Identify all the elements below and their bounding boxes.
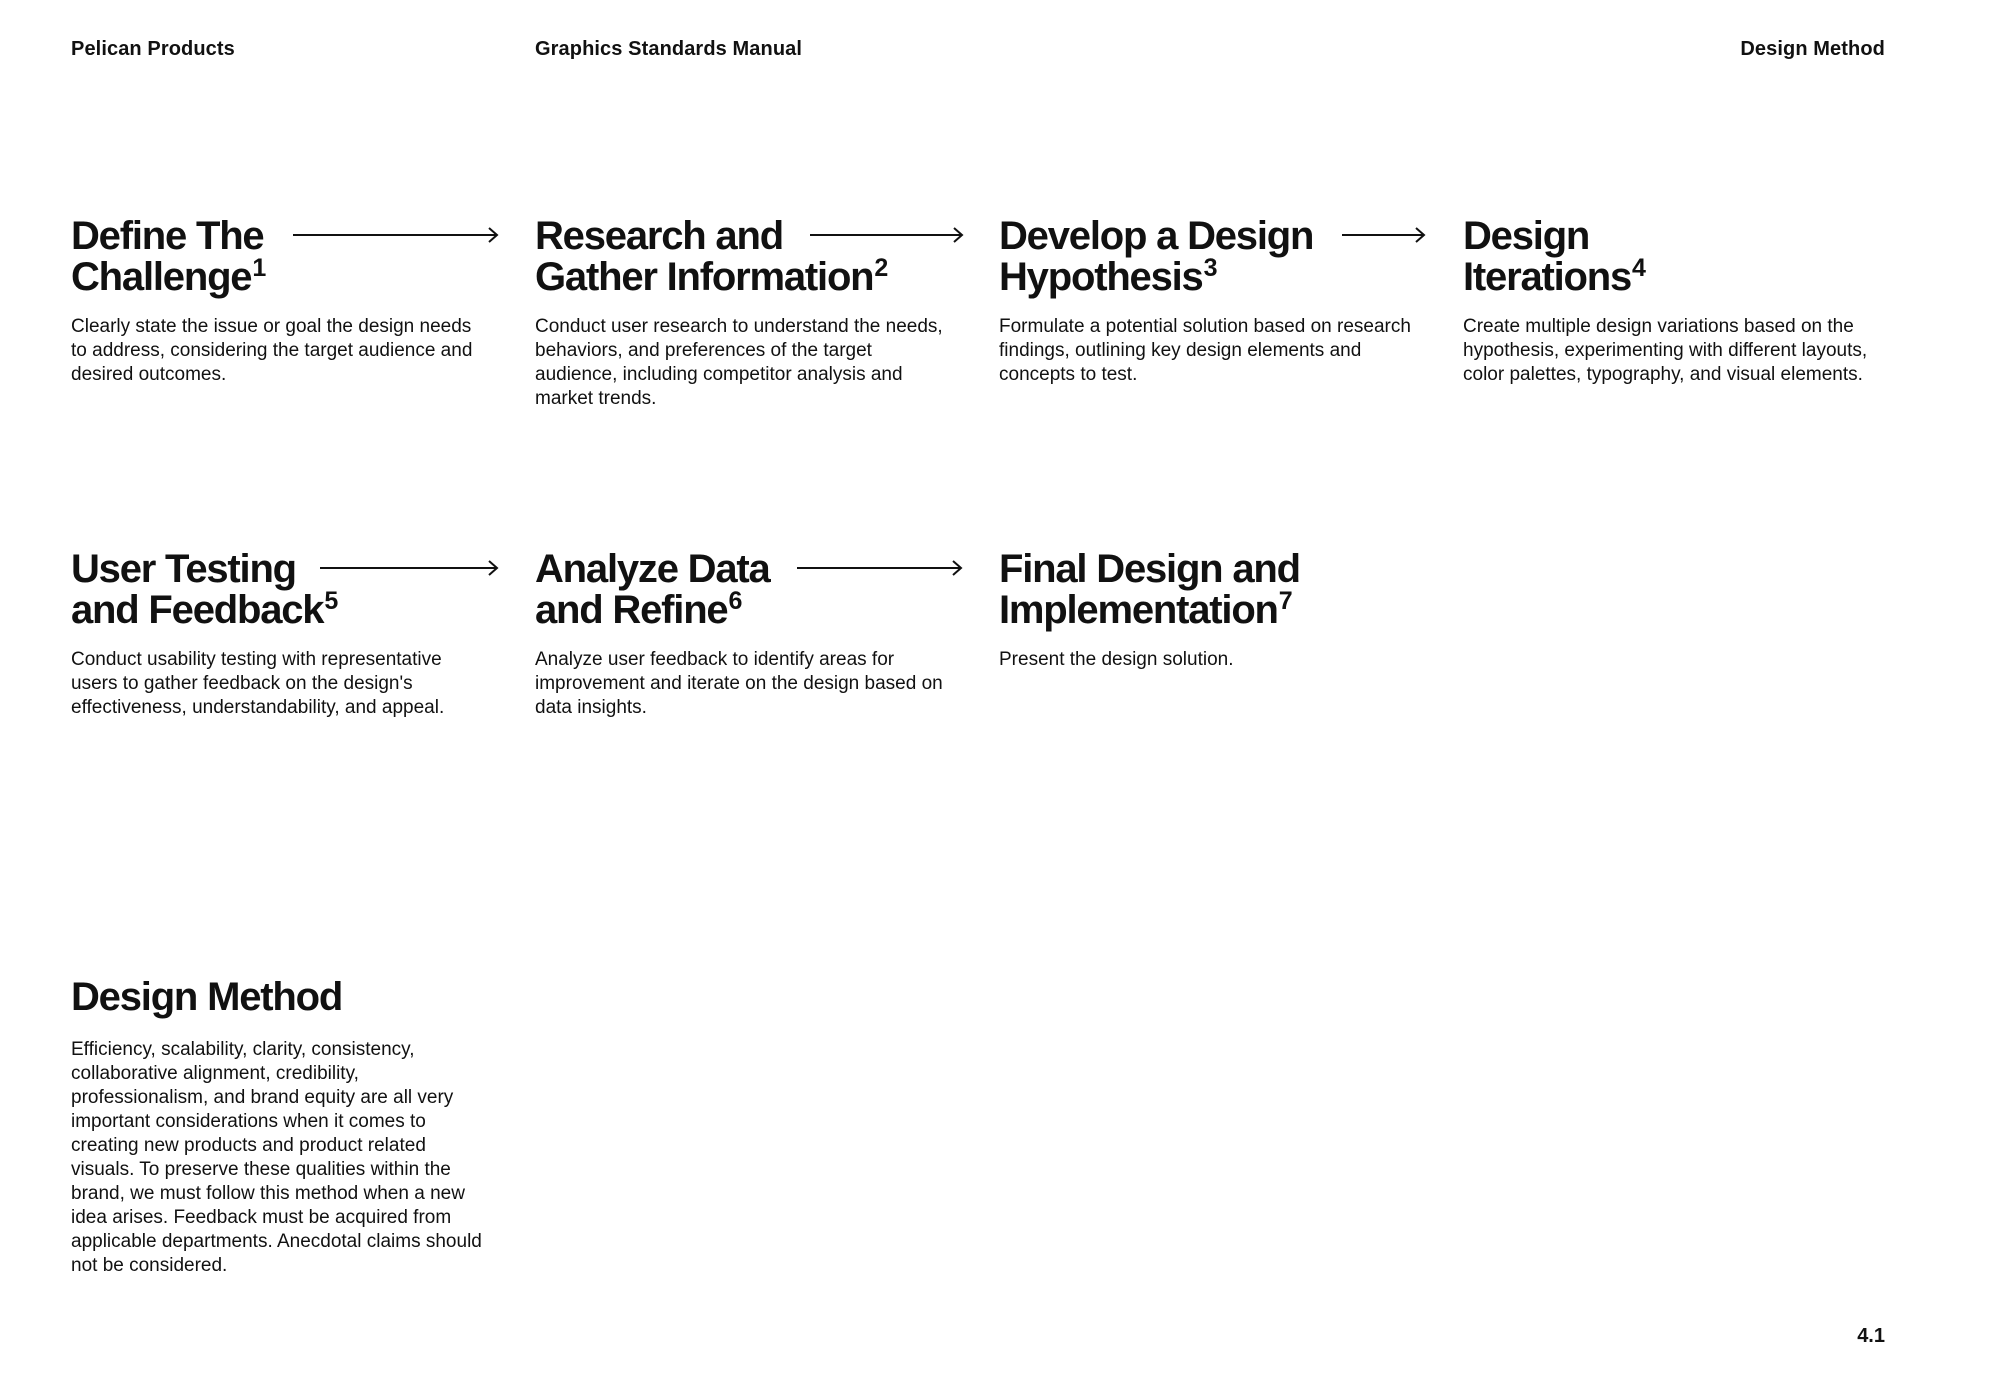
- step-description: Formulate a potential solution based on research findings, outlining key design elements and concepts to test.: [999, 316, 1411, 385]
- step-number: 2: [874, 254, 889, 282]
- arrow-right-icon: [320, 558, 500, 578]
- step-number: 4: [1632, 254, 1646, 282]
- step-number: 5: [324, 587, 339, 615]
- design-method-section: [71, 975, 511, 1278]
- arrow-right-icon: [797, 558, 964, 578]
- step-title-line: Challenge: [71, 255, 252, 299]
- step-title-line: Implementation: [999, 588, 1278, 632]
- header-manual-title: Graphics Standards Manual: [535, 38, 803, 60]
- step-description: Create multiple design variations based on the hypothesis, experimenting with different layouts, color palettes, typography, and visual elements.: [1463, 316, 1868, 385]
- step-description: Clearly state the issue or goal the design needs to address, considering the target audience and desired outcomes.: [71, 316, 473, 385]
- process-step-2: [535, 216, 975, 411]
- arrow-right-icon: [1342, 225, 1427, 245]
- step-title-line: Iterations: [1463, 255, 1632, 299]
- step-title: [999, 549, 1439, 631]
- header-section-title: Design Method: [1740, 38, 1885, 60]
- step-title-line: Analyze Data: [535, 547, 770, 591]
- page-number: 4.1: [1857, 1325, 1885, 1347]
- step-description: Conduct user research to understand the needs, behaviors, and preferences of the target audience, including competitor analysis and market trends.: [535, 316, 943, 409]
- step-title-line: Gather Information: [535, 255, 874, 299]
- arrow-right-icon: [810, 225, 965, 245]
- header-brand: Pelican Products: [71, 38, 235, 60]
- step-title-line: and Feedback: [71, 588, 324, 632]
- step-title-line: Define The: [71, 214, 264, 258]
- process-step-7: [999, 549, 1439, 672]
- step-title-line: Hypothesis: [999, 255, 1203, 299]
- step-title-line: User Testing: [71, 547, 296, 591]
- process-step-4: [1463, 216, 1903, 387]
- step-description: Analyze user feedback to identify areas for improvement and iterate on the design based on data insights.: [535, 649, 943, 718]
- step-number: 7: [1278, 587, 1293, 615]
- step-title-line: Research and: [535, 214, 783, 258]
- step-number: 6: [728, 587, 743, 615]
- step-title-line: Develop a Design: [999, 214, 1314, 258]
- step-description: Conduct usability testing with representative users to gather feedback on the design's effectiveness, understandability, and appeal.: [71, 649, 445, 718]
- arrow-right-icon: [293, 225, 500, 245]
- section-title: Design Method: [71, 975, 343, 1019]
- step-title-line: and Refine: [535, 588, 728, 632]
- step-title-line: Design: [1463, 214, 1590, 258]
- step-title-line: Final Design and: [999, 547, 1300, 591]
- step-description: Present the design solution.: [999, 649, 1234, 670]
- step-title: [1463, 216, 1903, 298]
- step-number: 3: [1203, 254, 1218, 282]
- section-body: Efficiency, scalability, clarity, consistency, collaborative alignment, credibility, professionalism, and brand equity are all very important considerations when it comes to creating new products and product related visuals. To preserve these qualities within the brand, we must follow this method when a new idea arises. Feedback must be acquired from applicable departments. Anecdotal claims should not be considered.: [71, 1039, 482, 1276]
- step-number: 1: [252, 254, 267, 282]
